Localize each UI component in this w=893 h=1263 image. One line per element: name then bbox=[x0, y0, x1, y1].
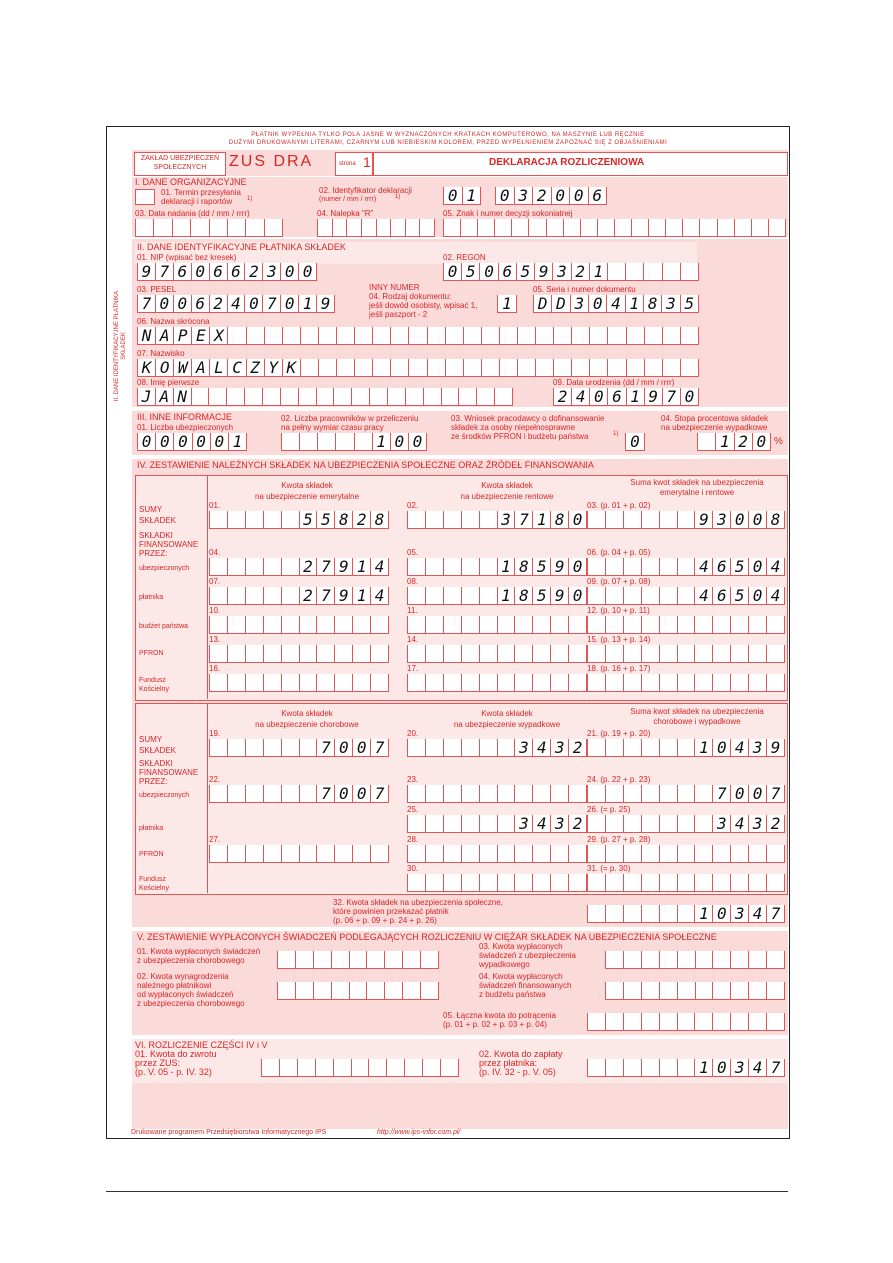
s6-f01b: przez ZUS: bbox=[135, 1058, 181, 1068]
h2a: Kwota składek bbox=[481, 481, 533, 490]
amount-label: 18. (p. 16 + p. 17) bbox=[587, 664, 651, 673]
s3-f03-label-c: ze środków PFRON i budżetu państwa bbox=[451, 432, 589, 441]
amount-label: 05. bbox=[407, 548, 419, 557]
short-name-cells[interactable]: N A P E X bbox=[137, 327, 699, 345]
f02-date-cells[interactable]: 0 3 2 0 0 6 bbox=[495, 187, 607, 205]
row-budget: budżet państwa bbox=[139, 623, 189, 630]
amount-cells[interactable] bbox=[605, 982, 785, 1000]
amount-cells[interactable]: 1 0 4 3 9 bbox=[587, 739, 785, 757]
amount-cells[interactable] bbox=[407, 785, 587, 803]
s5-f02d: z ubezpieczenia chorobowego bbox=[137, 999, 245, 1008]
zus-label1: ZAKŁAD UBEZPIECZEŃ bbox=[140, 155, 220, 162]
regon-label: 02. REGON bbox=[443, 253, 486, 262]
amount-label: 15. (p. 13 + p. 14) bbox=[587, 635, 651, 644]
amount-label: 30. bbox=[407, 864, 419, 873]
section6-title: VI. ROZLICZENIE CZĘŚCI IV i V bbox=[135, 1040, 268, 1050]
amount-cells[interactable]: 3 4 3 2 bbox=[587, 815, 785, 833]
s3-f02-label-a: 02. Liczba pracowników w przeliczeniu bbox=[281, 414, 419, 423]
f05-cells[interactable] bbox=[443, 219, 786, 237]
doc-type-label: 04. Rodzaj dokumentu: bbox=[369, 292, 452, 301]
s6-f01c: (p. V. 05 - p. IV. 32) bbox=[135, 1067, 212, 1077]
s6-f02a: 02. Kwota do zapłaty bbox=[479, 1049, 563, 1059]
amount-cells[interactable] bbox=[407, 674, 587, 692]
row-payer: płatnika bbox=[139, 594, 164, 601]
section4-title: IV. ZESTAWIENIE NALEŻNYCH SKŁADEK NA UBEZPIECZENIA SPOŁECZNE ORAZ ŹRÓDEŁ FINANSOWANIA bbox=[137, 460, 594, 470]
amount-label: 20. bbox=[407, 729, 419, 738]
amount-cells[interactable] bbox=[587, 645, 785, 663]
short-name-label: 06. Nazwa skrócona bbox=[137, 317, 210, 326]
amount-cells[interactable]: 7 0 0 7 bbox=[209, 785, 389, 803]
amount-label: 12. (p. 10 + p. 11) bbox=[587, 606, 650, 615]
insured-count-cells[interactable]: 0 0 0 0 0 1 bbox=[137, 433, 247, 451]
amount-cells[interactable]: 4 6 5 0 4 bbox=[587, 587, 785, 605]
s5-f03b: świadczeń z ubezpieczenia bbox=[479, 951, 576, 960]
amount-label: 09. (p. 07 + p. 08) bbox=[587, 577, 651, 586]
amount-label: 26. (= p. 25) bbox=[587, 805, 631, 814]
f01-label-b: deklaracji i raportów bbox=[161, 197, 233, 206]
s6-f02b: przez płatnika: bbox=[479, 1058, 538, 1068]
s5-f04c: z budżetu państwa bbox=[479, 990, 546, 999]
s3-f03-label-b: składek za osoby niepełnosprawne bbox=[451, 423, 576, 432]
amount-cells[interactable] bbox=[209, 645, 389, 663]
amount-label: 27. bbox=[209, 835, 221, 844]
nip-cells[interactable]: 9 7 6 0 6 6 2 3 0 0 bbox=[137, 263, 317, 281]
l32c: (p. 06 + p. 09 + p. 24 + p. 26) bbox=[333, 916, 437, 925]
section2-side-label-box bbox=[109, 287, 127, 407]
s5-f01b: z ubezpieczenia chorobowego bbox=[137, 956, 245, 965]
amount-label: 31. (= p. 30) bbox=[587, 864, 631, 873]
surname-label: 07. Nazwisko bbox=[137, 349, 185, 358]
instructions-line2: DUŻYMI DRUKOWANYMI LITERAMI, CZARNYM LUB NIEBIESKIM KOLOREM, PRZED WYPEŁNIENIEM ZAPOZNAĆ SIĘ Z OBJAŚNIENIAMI bbox=[228, 140, 668, 146]
h1b: na ubezpieczenie emerytalne bbox=[254, 492, 360, 501]
skladek-label: SKŁADEK bbox=[139, 516, 176, 525]
regon-cells[interactable]: 0 5 0 6 5 9 3 2 1 bbox=[443, 263, 699, 281]
amount-cells[interactable]: 1 8 5 9 0 bbox=[407, 558, 587, 576]
amount-cells[interactable]: 2 7 9 1 4 bbox=[209, 558, 389, 576]
fin-label1-b: SKŁADKI bbox=[139, 759, 173, 768]
amount-cells[interactable]: 9 3 0 0 8 bbox=[587, 511, 785, 529]
row-fund1: Fundusz bbox=[139, 677, 166, 684]
amount-label: 02. bbox=[407, 501, 419, 510]
amount-label: 08. bbox=[407, 577, 419, 586]
s5-f02a: 02. Kwota wynagrodzenia bbox=[137, 972, 229, 981]
f03-label: 03. Data nadania (dd / mm / rrrr) bbox=[135, 209, 250, 218]
amount-cells[interactable] bbox=[587, 616, 785, 634]
surname-cells[interactable]: K O W A L C Z Y K bbox=[137, 359, 699, 377]
amount-cells[interactable] bbox=[209, 674, 389, 692]
amount-cells[interactable]: 7 0 0 7 bbox=[587, 785, 785, 803]
amount-label: 16. bbox=[209, 664, 221, 673]
h2b: na ubezpieczenie rentowe bbox=[460, 492, 554, 501]
s3-f04-label-a: 04. Stopa procentowa składek bbox=[661, 414, 769, 423]
doc-cells[interactable]: D D 3 0 4 1 8 3 5 bbox=[533, 295, 699, 313]
termin-checkbox[interactable] bbox=[135, 189, 155, 205]
f04-cells[interactable] bbox=[317, 219, 435, 237]
s5-f03a: 03. Kwota wypłaconych bbox=[479, 942, 563, 951]
amount-label: 14. bbox=[407, 635, 419, 644]
amount-cells[interactable] bbox=[407, 874, 587, 892]
sumy-label: SUMY bbox=[139, 505, 163, 514]
s5-f04a: 04. Kwota wypłaconych bbox=[479, 972, 563, 981]
amount-cells[interactable] bbox=[407, 845, 587, 863]
section3-title: III. INNE INFORMACJE bbox=[137, 412, 233, 422]
row-fund2-b: Kościelny bbox=[139, 885, 169, 892]
page-label: strona bbox=[339, 161, 356, 167]
f01-label-a: 01. Termin przesyłania bbox=[161, 188, 241, 197]
fin-label1: SKŁADKI bbox=[139, 531, 173, 540]
amount-label: 19. bbox=[209, 729, 221, 738]
skladek-label-b: SKŁADEK bbox=[139, 746, 176, 755]
s6-f02c: (p. IV. 32 - p. V. 05) bbox=[479, 1067, 556, 1077]
f02-label-b: (numer / mm / rrrr) bbox=[319, 196, 377, 203]
row-pfron-b: PFRON bbox=[139, 851, 164, 858]
amount-label: 06. (p. 04 + p. 05) bbox=[587, 548, 651, 557]
amount-cells[interactable] bbox=[209, 845, 389, 863]
f02-number-cells[interactable]: 0 1 bbox=[443, 187, 481, 205]
pfron-request-cell[interactable]: 0 bbox=[625, 433, 645, 451]
amount-label: 17. bbox=[407, 664, 419, 673]
s5-f02b: należnego płatnikowi bbox=[137, 981, 212, 990]
zus-label2: SPOŁECZNYCH bbox=[153, 164, 207, 171]
section5-title: V. ZESTAWIENIE WYPŁACONYCH ŚWIADCZEŃ PODLEGAJĄCYCH ROZLICZENIU W CIĘŻAR SKŁADEK NA UBEZPIECZENIA SPOŁECZNE bbox=[137, 932, 717, 942]
h6a: Suma kwot składek na ubezpieczenia bbox=[630, 707, 764, 716]
doc-type-hint2: jeśli paszport - 2 bbox=[369, 310, 428, 319]
accident-rate-cells[interactable]: 1 2 0 bbox=[697, 433, 771, 451]
divider bbox=[207, 475, 208, 699]
birth-cells[interactable]: 2 4 0 6 1 9 7 0 bbox=[553, 388, 699, 406]
pesel-label: 03. PESEL bbox=[137, 285, 177, 294]
h3b: emerytalne i rentowe bbox=[659, 488, 735, 497]
employees-cells[interactable]: 1 0 0 bbox=[281, 433, 427, 451]
amount-cells[interactable]: 7 0 0 7 bbox=[209, 739, 389, 757]
amount-label: 29. (p. 27 + p. 28) bbox=[587, 835, 651, 844]
amount-cells[interactable]: 4 6 5 0 4 bbox=[587, 558, 785, 576]
zus-dra-form bbox=[106, 126, 790, 1139]
row-insured-b: ubezpieczonych bbox=[139, 792, 190, 799]
s3-f03-label-a: 03. Wniosek pracodawcy o dofinansowanie bbox=[451, 414, 605, 423]
s5-f05a: 05. Łączna kwota do potrącenia bbox=[443, 1011, 556, 1020]
amount-cells[interactable] bbox=[261, 1059, 459, 1077]
amount-cells[interactable] bbox=[277, 982, 439, 1000]
pesel-cells[interactable]: 7 0 0 6 2 4 0 7 0 1 9 bbox=[137, 295, 335, 313]
fin-label3: PRZEZ: bbox=[139, 549, 168, 558]
nip-label: 01. NIP (wpisać bez kresek) bbox=[137, 253, 237, 262]
amount-cells[interactable]: 3 7 1 8 0 bbox=[407, 511, 587, 529]
amount-cells[interactable]: 1 0 3 4 7 bbox=[587, 905, 785, 923]
inny-numer: INNY NUMER bbox=[369, 283, 420, 292]
l32a: 32. Kwota składek na ubezpieczenia społeczne, bbox=[333, 898, 503, 907]
row-fund1-b: Fundusz bbox=[139, 876, 166, 883]
row-pfron: PFRON bbox=[139, 650, 164, 657]
amount-label: 03. (p. 01 + p. 02) bbox=[587, 501, 651, 510]
page-footer-line bbox=[106, 1191, 788, 1192]
amount-cells[interactable] bbox=[407, 616, 587, 634]
h4a: Kwota składek bbox=[281, 709, 333, 718]
section1-title: I. DANE ORGANIZACYJNE bbox=[135, 177, 247, 187]
section2-title: II. DANE IDENTYFIKACYJNE PŁATNIKA SKŁADEK bbox=[137, 242, 346, 252]
doc-type-hint1: jeśli dowód osobisty, wpisać 1, bbox=[369, 301, 478, 310]
amount-label: 24. (p. 22 + p. 23) bbox=[587, 775, 651, 784]
s5-f04b: świadczeń finansowanych bbox=[479, 981, 572, 990]
h4b: na ubezpieczenie chorobowe bbox=[255, 720, 359, 729]
divider bbox=[207, 703, 208, 893]
form-title: DEKLARACJA ROZLICZENIOWA bbox=[489, 157, 645, 168]
amount-label: 23. bbox=[407, 775, 419, 784]
amount-cells[interactable]: 1 8 5 9 0 bbox=[407, 587, 587, 605]
h3a: Suma kwot składek na ubezpieczenia bbox=[630, 478, 764, 487]
birth-label: 09. Data urodzenia (dd / mm / rrrr) bbox=[553, 378, 675, 387]
amount-label: 11. bbox=[407, 606, 418, 615]
amount-cells[interactable] bbox=[587, 874, 785, 892]
row-fund2: Kościelny bbox=[139, 686, 169, 693]
section2-side-label: II. DANE IDENTYFIKACYJNE PŁATNIKA SKŁADEK bbox=[114, 290, 127, 402]
amount-label: 22. bbox=[209, 775, 221, 784]
f02-sup: 1) bbox=[395, 194, 401, 200]
amount-label: 01. bbox=[209, 501, 221, 510]
amount-cells[interactable] bbox=[209, 616, 389, 634]
amount-cells[interactable]: 2 7 9 1 4 bbox=[209, 587, 389, 605]
amount-label: 21. (p. 19 + p. 20) bbox=[587, 729, 651, 738]
h5a: Kwota składek bbox=[481, 709, 533, 718]
s3-f02-label-b: na pełny wymiar czasu pracy bbox=[281, 423, 384, 432]
amount-cells[interactable] bbox=[277, 951, 439, 969]
row-insured: ubezpieczonych bbox=[139, 565, 190, 572]
first-name-cells[interactable]: J A N bbox=[137, 388, 513, 406]
amount-cells[interactable] bbox=[407, 645, 587, 663]
f05-label: 05. Znak i numer decyzji sokoniatnej bbox=[443, 209, 573, 218]
f02-label-a: 02. Identyfikator deklaracji bbox=[319, 186, 412, 195]
h1a: Kwota składek bbox=[281, 481, 333, 490]
amount-label: 13. bbox=[209, 635, 221, 644]
doc-type-cell[interactable]: 1 bbox=[497, 295, 517, 313]
amount-label: 04. bbox=[209, 548, 221, 557]
fin-label2-b: FINANSOWANE bbox=[139, 768, 199, 777]
amount-cells[interactable] bbox=[605, 951, 785, 969]
first-name-label: 08. Imię pierwsze bbox=[137, 378, 200, 387]
row-payer-b: płatnika bbox=[139, 825, 164, 832]
s5-f02c: od wypłaconych świadczeń bbox=[137, 990, 234, 999]
h5b: na ubezpieczenie wypadkowe bbox=[453, 720, 561, 729]
amount-cells[interactable]: 5 5 8 2 8 bbox=[209, 511, 389, 529]
percent-sign: % bbox=[774, 436, 783, 447]
printed-by: Drukowane programem Przedsiębiorstwa Informatycznego IPS bbox=[131, 1129, 327, 1136]
fin-label3-b: PRZEZ: bbox=[139, 777, 168, 786]
f01-sup: 1) bbox=[247, 196, 253, 202]
h6b: chorobowe i wypadkowe bbox=[653, 717, 741, 726]
amount-label: 25. bbox=[407, 805, 419, 814]
amount-label: 07. bbox=[209, 577, 221, 586]
amount-cells[interactable] bbox=[587, 674, 785, 692]
form-code: ZUS DRA bbox=[229, 153, 314, 170]
s6-f01a: 01. Kwota do zwrotu bbox=[135, 1049, 217, 1059]
amount-cells[interactable]: 3 4 3 2 bbox=[407, 739, 587, 757]
f03-cells[interactable] bbox=[135, 219, 283, 237]
program-url: http://www.ips-infor.com.pl/ bbox=[377, 1129, 461, 1136]
amount-label: 10. bbox=[209, 606, 221, 615]
s5-f03c: wypadkowego bbox=[479, 960, 530, 969]
doc-label: 05. Seria i numer dokumentu bbox=[533, 285, 636, 294]
amount-cells[interactable]: 3 4 3 2 bbox=[407, 815, 587, 833]
amount-cells[interactable] bbox=[587, 845, 785, 863]
amount-label: 28. bbox=[407, 835, 419, 844]
fin-label2: FINANSOWANE bbox=[139, 540, 199, 549]
sumy-label-b: SUMY bbox=[139, 735, 163, 744]
s5-f05b: (p. 01 + p. 02 + p. 03 + p. 04) bbox=[443, 1020, 547, 1029]
s3-f01-label: 01. Liczba ubezpieczonych bbox=[137, 423, 234, 432]
amount-cells[interactable] bbox=[587, 1013, 785, 1031]
f04-label: 04. Nalepka "R" bbox=[317, 209, 374, 218]
s3-f03-sup: 1) bbox=[613, 431, 619, 437]
l32b: które powinien przekazać płatnik bbox=[333, 907, 449, 916]
page-number: 1 bbox=[363, 154, 371, 170]
instructions-line1: PŁATNIK WYPEŁNIA TYLKO POLA JASNE W WYZNACZONYCH KRATKACH KOMPUTEROWO, NA MASZYNIE LUB RĘCZNIE bbox=[251, 132, 645, 138]
s5-f01a: 01. Kwota wypłaconych świadczeń bbox=[137, 947, 261, 956]
s3-f04-label-b: na ubezpieczenie wypadkowe bbox=[661, 423, 768, 432]
amount-cells[interactable]: 1 0 3 4 7 bbox=[587, 1059, 785, 1077]
